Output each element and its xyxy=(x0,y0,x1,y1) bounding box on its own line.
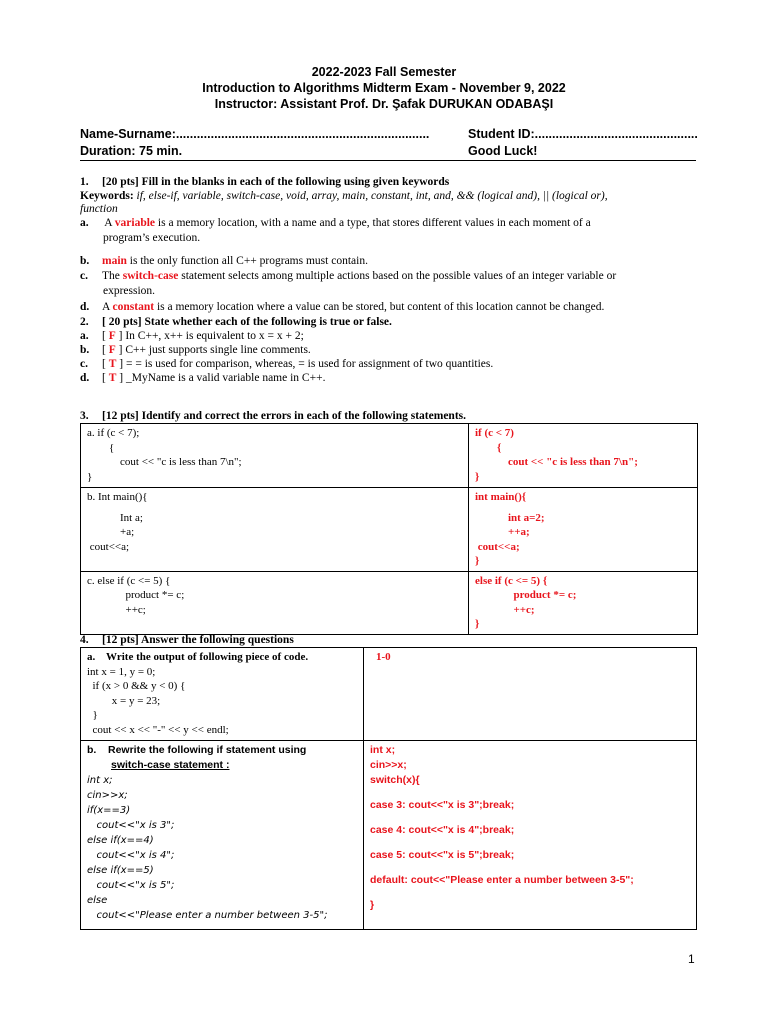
q1-item-c: c. The switch-case statement selects among multiple actions based on the possible values of an integer variable or xyxy=(80,270,617,282)
q1-item-a-cont: program’s execution. xyxy=(103,232,201,244)
q3-row-b xyxy=(81,488,698,572)
q4-table xyxy=(80,647,697,930)
q4-b-question: b. Rewrite the following if statement using switch-case statement : int x; cin>>x; if(x==3) cout<<"x is 3"; else if(x==4) cout<<"x is 4"; else if(x==5) cout<<"x is 5"; else cout<<"Please enter a number between 3-5"; xyxy=(81,741,364,930)
answer-switch-case: switch-case xyxy=(122,270,179,282)
q3-row-c xyxy=(81,571,698,634)
q3-c-statement: c. else if (c <= 5) { product *= c; ++c; xyxy=(81,571,469,634)
q3-b-correction: int main(){ int a=2; ++a; cout<<a; } xyxy=(469,488,698,572)
q2-item-a: a. [ F ] In C++, x++ is equivalent to x = x + 2; xyxy=(80,330,304,342)
q1-keywords-cont: function xyxy=(80,203,118,215)
q4-a-question: a. Write the output of following piece of code. int x = 1, y = 0; if (x > 0 && y < 0) { x = y = 23; } cout << x << "-" << y << endl; xyxy=(81,648,364,741)
tf-answer: F xyxy=(108,330,116,342)
answer-main: main xyxy=(102,255,127,267)
name-surname-field: Name-Surname:......................................................................... xyxy=(80,127,430,141)
page-number: 1 xyxy=(688,952,695,966)
q4-row-a xyxy=(81,648,697,741)
tf-answer: T xyxy=(108,358,117,370)
instructor-line: Instructor: Assistant Prof. Dr. Şafak DURUKAN ODABAŞI xyxy=(214,97,554,111)
q3-title: 3. [12 pts] Identify and correct the errors in each of the following statements. xyxy=(80,410,467,422)
q1-keywords: Keywords: if, else-if, variable, switch-case, void, array, main, constant, int, and, && (logical and), || (logical or), xyxy=(80,190,608,202)
q1-title: 1. [20 pts] Fill in the blanks in each of the following using given keywords xyxy=(80,176,450,188)
q3-c-correction: else if (c <= 5) { product *= c; ++c; } xyxy=(469,571,698,634)
exam-header xyxy=(0,64,768,112)
tf-answer: F xyxy=(108,344,116,356)
answer-constant: constant xyxy=(112,301,155,313)
q3-a-correction: if (c < 7) { cout << "c is less than 7\n"; } xyxy=(469,424,698,488)
good-luck-label: Good Luck! xyxy=(468,144,538,158)
answer-variable: variable xyxy=(114,217,156,229)
q2-item-b: b. [ F ] C++ just supports single line comments. xyxy=(80,344,311,356)
duration-label: Duration: 75 min. xyxy=(80,144,183,158)
semester-line: 2022-2023 Fall Semester xyxy=(311,65,457,79)
q4-title: 4. [12 pts] Answer the following questions xyxy=(80,634,294,646)
q3-a-statement: a. if (c < 7); { cout << "c is less than 7\n"; } xyxy=(81,424,469,488)
q3-row-a xyxy=(81,424,698,488)
q1-item-b: b. main is the only function all C++ programs must contain. xyxy=(80,255,368,267)
q1-item-d: d. A constant is a memory location where a value can be stored, but content of this location cannot be changed. xyxy=(80,301,605,313)
student-id-field: Student ID:............................................... xyxy=(468,127,698,141)
header-rule xyxy=(80,160,696,161)
tf-answer: T xyxy=(108,372,117,384)
q3-table xyxy=(80,423,698,635)
q2-item-d: d. [ T ] _MyName is a valid variable name in C++. xyxy=(80,372,326,384)
q4-row-b xyxy=(81,741,697,930)
q1-item-c-cont: expression. xyxy=(103,285,156,297)
q2-item-c: c. [ T ] = = is used for comparison, whereas, = is used for assignment of two quantities. xyxy=(80,358,494,370)
q4-b-answer: int x; cin>>x; switch(x){ case 3: cout<<"x is 3";break; case 4: cout<<"x is 4";break; case 5: cout<<"x is 5";break; default: cout<<"Please enter a number between 3-5"; } xyxy=(364,741,697,930)
q2-title: 2. [ 20 pts] State whether each of the following is true or false. xyxy=(80,316,392,328)
exam-title: Introduction to Algorithms Midterm Exam - November 9, 2022 xyxy=(202,81,566,95)
q4-a-answer: 1-0 xyxy=(364,648,697,741)
q3-b-statement: b. Int main(){ Int a; +a; cout<<a; xyxy=(81,488,469,572)
q1-item-a: a. A variable is a memory location, with a name and a type, that stores different values in each moment of a xyxy=(80,217,591,229)
